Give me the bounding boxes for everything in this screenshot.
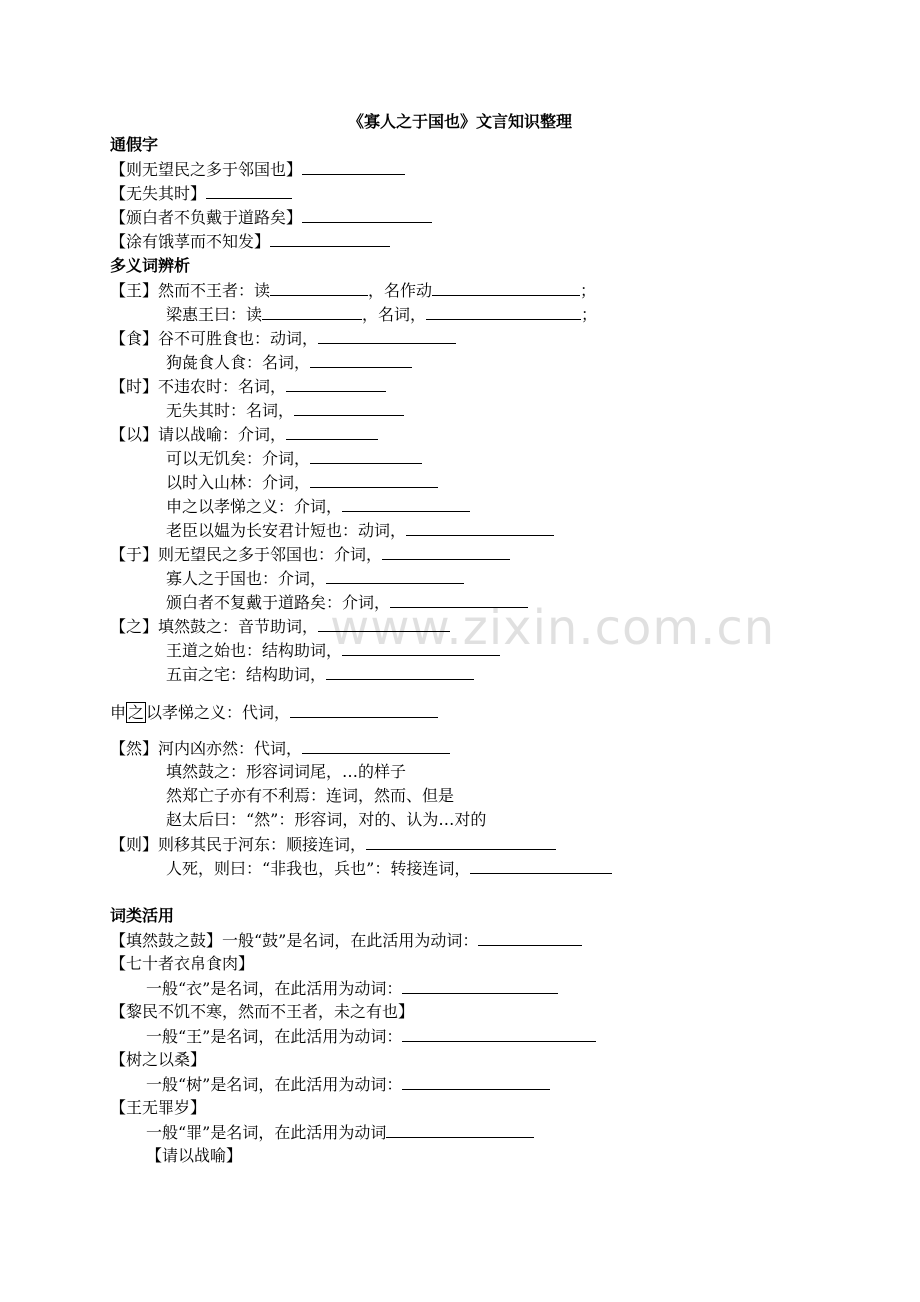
answer-blank[interactable] <box>432 279 580 296</box>
example-text: 狗彘食人食：名词， <box>166 353 311 372</box>
cilei-line: 【王无罪岁】 <box>110 1098 207 1117</box>
answer-blank[interactable] <box>426 303 581 320</box>
duoyi-line <box>166 495 470 518</box>
example-text: ，名词， <box>362 305 427 324</box>
example-text: 申之以孝悌之义：介词， <box>166 497 343 516</box>
answer-blank[interactable] <box>470 857 612 874</box>
example-text: 一般“罪”是名词，在此活用为动词 <box>146 1123 387 1142</box>
answer-blank[interactable] <box>390 591 528 608</box>
duoyi-line <box>166 567 464 590</box>
duoyi-line <box>166 447 422 470</box>
answer-blank[interactable] <box>402 1073 550 1090</box>
answer-blank[interactable] <box>326 663 474 680</box>
tongjia-text: 【颁白者不负戴于道路矣】 <box>110 208 303 227</box>
document-title: 《寡人之于国也》文言知识整理 <box>347 112 572 131</box>
cilei-line: 【黎民不饥不寒，然而不王者，未之有也】 <box>110 1002 415 1021</box>
tongjia-item <box>110 182 292 205</box>
boxed-character: 之 <box>128 703 145 722</box>
example-text: 然而不王者：读 <box>158 281 271 300</box>
duoyi-line <box>110 327 456 350</box>
example-text: 填然鼓之：音节助词， <box>158 617 319 636</box>
duoyi-line <box>166 857 612 880</box>
duoyi-line <box>166 303 597 326</box>
word-tag: 【食】 <box>110 329 159 348</box>
example-text: 寡人之于国也：介词， <box>166 569 327 588</box>
answer-blank[interactable] <box>286 375 386 392</box>
answer-blank[interactable] <box>386 1121 534 1138</box>
example-text: 谷不可胜食也：动词， <box>158 329 319 348</box>
duoyi-line <box>166 663 474 686</box>
duoyi-line <box>110 543 510 566</box>
duoyi-line <box>110 279 596 302</box>
duoyi-line <box>166 471 438 494</box>
example-text: 不违农时：名词， <box>158 377 287 396</box>
cilei-line <box>146 1121 534 1144</box>
duoyi-line: 赵太后曰：“然”：形容词，对的、认为…对的 <box>166 810 487 829</box>
example-text: 王道之始也：结构助词， <box>166 641 343 660</box>
example-text: 【填然鼓之鼓】一般“鼓”是名词，在此活用为动词： <box>110 931 479 950</box>
tongjia-text: 【无失其时】 <box>110 184 207 203</box>
example-text: 无失其时：名词， <box>166 401 295 420</box>
answer-blank[interactable] <box>402 977 558 994</box>
duoyi-line <box>110 615 450 638</box>
example-text: 颁白者不复戴于道路矣：介词， <box>166 593 391 612</box>
section-heading-tongjia: 通假字 <box>110 135 159 154</box>
answer-blank[interactable] <box>318 615 450 632</box>
example-text: 以孝悌之义：代词， <box>146 703 291 722</box>
duoyi-line: 然郑亡子亦有不利焉：连词，然而、但是 <box>166 786 455 805</box>
answer-blank[interactable] <box>382 543 510 560</box>
answer-blank[interactable] <box>318 327 456 344</box>
duoyi-line-shen <box>110 701 438 724</box>
answer-blank[interactable] <box>294 399 404 416</box>
answer-blank[interactable] <box>310 471 438 488</box>
cilei-line: 【请以战喻】 <box>146 1146 243 1165</box>
example-text: 河内凶亦然：代词， <box>158 739 303 758</box>
answer-blank[interactable] <box>342 639 500 656</box>
example-text: 以时入山林：介词， <box>166 473 311 492</box>
tongjia-item <box>110 230 390 253</box>
cilei-line <box>146 977 558 1000</box>
answer-blank[interactable] <box>206 182 292 199</box>
word-tag: 【王】 <box>110 281 159 300</box>
tongjia-item <box>110 158 405 181</box>
answer-blank[interactable] <box>402 1025 596 1042</box>
answer-blank[interactable] <box>302 206 432 223</box>
example-text: 请以战喻：介词， <box>158 425 287 444</box>
example-text: 五亩之宅：结构助词， <box>166 665 327 684</box>
answer-blank[interactable] <box>326 567 464 584</box>
cilei-line <box>146 1073 550 1096</box>
cilei-line <box>146 1025 596 1048</box>
duoyi-line <box>110 737 450 760</box>
example-text: 一般“王”是名词，在此活用为动词： <box>146 1027 403 1046</box>
example-text: 可以无饥矣：介词， <box>166 449 311 468</box>
answer-blank[interactable] <box>342 495 470 512</box>
example-text: 人死，则曰：“非我也，兵也”：转接连词， <box>166 859 471 878</box>
answer-blank[interactable] <box>270 230 390 247</box>
answer-blank[interactable] <box>406 519 554 536</box>
punct: ； <box>580 281 597 300</box>
answer-blank[interactable] <box>478 929 582 946</box>
word-tag: 【然】 <box>110 739 159 758</box>
duoyi-line <box>110 375 386 398</box>
answer-blank[interactable] <box>366 833 556 850</box>
answer-blank[interactable] <box>262 303 362 320</box>
duoyi-line <box>110 423 378 446</box>
word-tag: 【以】 <box>110 425 159 444</box>
word-tag: 【时】 <box>110 377 159 396</box>
answer-blank[interactable] <box>310 447 422 464</box>
example-text: 一般“树”是名词，在此活用为动词： <box>146 1075 403 1094</box>
example-text: ，名作动 <box>368 281 433 300</box>
section-heading-cilei: 词类活用 <box>110 906 175 925</box>
word-tag: 【之】 <box>110 617 159 636</box>
cilei-line: 【树之以桑】 <box>110 1050 207 1069</box>
word-tag: 【则】 <box>110 835 159 854</box>
answer-blank[interactable] <box>310 351 412 368</box>
punct: ； <box>581 305 598 324</box>
example-text: 梁惠王曰：读 <box>166 305 263 324</box>
duoyi-line: 填然鼓之：形容词词尾，…的样子 <box>166 762 407 781</box>
example-text: 申 <box>110 703 127 722</box>
duoyi-line <box>166 399 404 422</box>
answer-blank[interactable] <box>302 737 450 754</box>
duoyi-line <box>166 519 554 542</box>
answer-blank[interactable] <box>286 423 378 440</box>
tongjia-text: 【则无望民之多于邻国也】 <box>110 160 303 179</box>
duoyi-line <box>166 639 500 662</box>
answer-blank[interactable] <box>270 279 368 296</box>
cilei-line: 【七十者衣帛食肉】 <box>110 954 255 973</box>
duoyi-line <box>110 833 556 856</box>
watermark: www.zixin.com.cn <box>330 600 776 656</box>
tongjia-item <box>110 206 432 229</box>
word-tag: 【于】 <box>110 545 159 564</box>
example-text: 则移其民于河东：顺接连词， <box>158 835 367 854</box>
cilei-line <box>110 929 582 952</box>
example-text: 则无望民之多于邻国也：介词， <box>158 545 383 564</box>
section-heading-duoyi: 多义词辨析 <box>110 256 191 275</box>
duoyi-line <box>166 351 412 374</box>
tongjia-text: 【涂有饿莩而不知发】 <box>110 232 271 251</box>
example-text: 一般“衣”是名词，在此活用为动词： <box>146 979 403 998</box>
example-text: 老臣以媪为长安君计短也：动词， <box>166 521 407 540</box>
answer-blank[interactable] <box>302 158 405 175</box>
answer-blank[interactable] <box>290 701 438 718</box>
duoyi-line <box>166 591 528 614</box>
